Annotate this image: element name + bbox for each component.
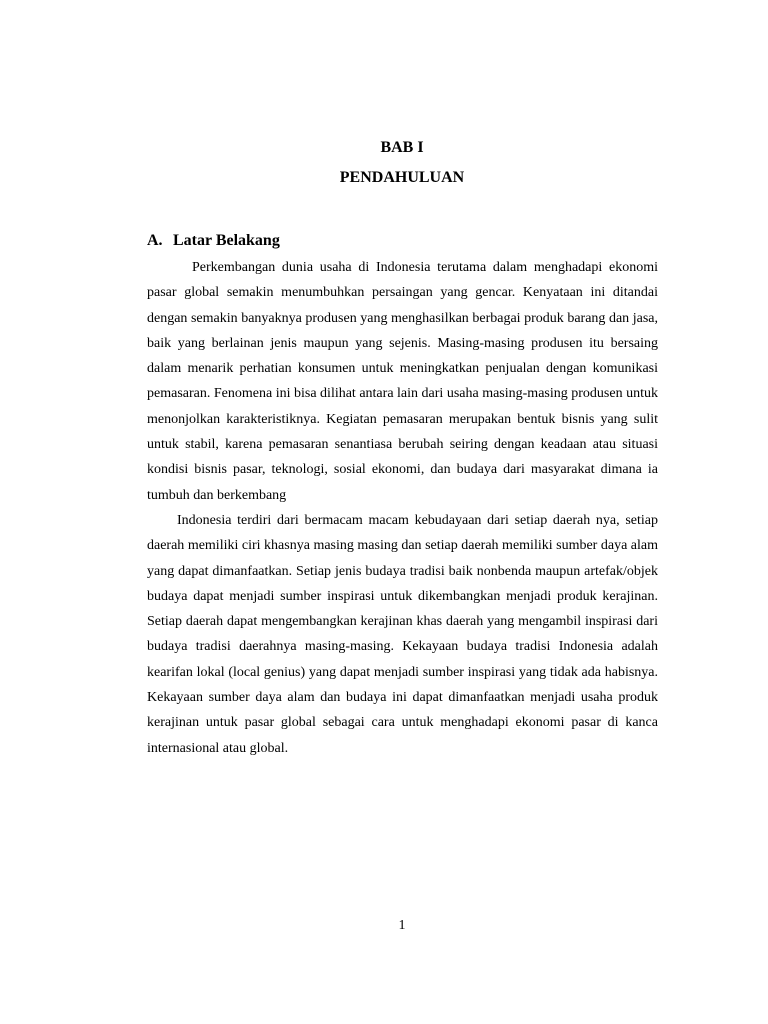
paragraph-2: Indonesia terdiri dari bermacam macam kebudayaan dari setiap daerah nya, setiap daerah memiliki ciri khasnya masing masing dan setiap daerah memiliki sumber daya alam yang dapat dimanfaatkan. Setiap jenis budaya tradisi baik nonbenda maupun artefak/objek budaya dapat menjadi sumber inspirasi untuk dikembangkan menjadi produk kerajinan. Setiap daerah dapat mengembangkan kerajinan khas daerah yang mengambil inspirasi dari budaya tradisi daerahnya masing-masing. Kekayaan budaya tradisi Indonesia adalah kearifan lokal (local genius) yang dapat menjadi sumber inspirasi yang tidak ada habisnya. Kekayaan sumber daya alam dan budaya ini dapat dimanfaatkan menjadi usaha produk kerajinan untuk pasar global sebagai cara untuk menghadapi ekonomi pasar di kanca internasional atau global. — [147, 512, 658, 756]
section-title: Latar Belakang — [173, 232, 280, 249]
paragraph-1: Perkembangan dunia usaha di Indonesia terutama dalam menghadapi ekonomi pasar global semakin menumbuhkan persaingan yang gencar. Kenyataan ini ditandai dengan semakin banyaknya produsen yang menghasilkan berbagai produk barang dan jasa, baik yang berlainan jenis maupun yang sejenis. Masing-masing produsen itu bersaing dalam menarik perhatian konsumen untuk meningkatkan penjualan dengan komunikasi pemasaran. Fenomena ini bisa dilihat antara lain dari usaha masing-masing produsen untuk menonjolkan karakteristiknya. Kegiatan pemasaran merupakan bentuk bisnis yang sulit untuk stabil, karena pemasaran senantiasa berubah seiring dengan keadaan atau situasi kondisi bisnis pasar, teknologi, sosial ekonomi, dan budaya dari masyarakat dimana ia tumbuh dan berkembang — [147, 260, 658, 503]
chapter-title: PENDAHULUAN — [339, 169, 465, 186]
section-heading — [147, 231, 280, 251]
body-text — [147, 255, 658, 761]
section-marker: A. — [147, 232, 163, 249]
page-number: 1 — [398, 918, 406, 933]
chapter-label: BAB I — [380, 139, 424, 156]
